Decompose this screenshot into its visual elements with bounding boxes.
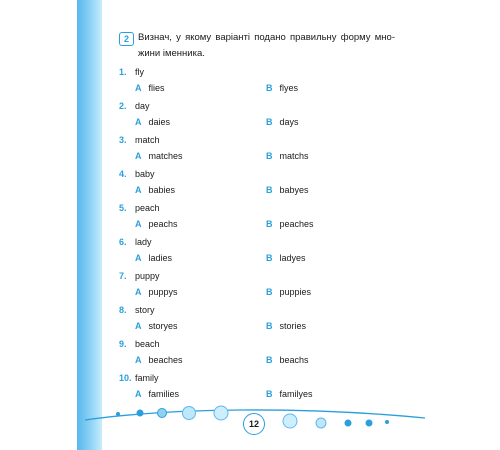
option-b-text: stories	[279, 321, 307, 331]
option-a-letter: A	[135, 355, 142, 365]
question-number: 6.	[119, 237, 127, 247]
question-number: 10.	[119, 373, 132, 383]
question-word: fly	[135, 67, 144, 77]
option-a-letter: A	[135, 321, 142, 331]
option-b-text: puppies	[279, 287, 312, 297]
option-a-letter: A	[135, 219, 142, 229]
question-number: 2.	[119, 101, 127, 111]
question-word: baby	[135, 169, 155, 179]
question-number: 5.	[119, 203, 127, 213]
option-b-text: beachs	[279, 355, 309, 365]
footer-dot	[183, 407, 196, 420]
footer-dot	[116, 412, 120, 416]
question-number: 7.	[119, 271, 127, 281]
task-instruction: Визнач, у якому варіанті подано правильну форму множини іменника.	[138, 32, 395, 59]
option-a-text: flies	[148, 83, 165, 93]
question-word: match	[135, 135, 160, 145]
question-number: 9.	[119, 339, 127, 349]
question-word: story	[135, 305, 155, 315]
option-b-letter: B	[266, 117, 273, 127]
option-b-text: flyes	[279, 83, 299, 93]
question-word: family	[135, 373, 159, 383]
question-word: lady	[135, 237, 152, 247]
option-a-letter: A	[135, 83, 142, 93]
footer-dot	[137, 410, 144, 417]
option-b-letter: B	[266, 151, 273, 161]
option-a-text: daies	[148, 117, 171, 127]
option-b-letter: B	[266, 253, 273, 263]
option-a-letter: A	[135, 287, 142, 297]
option-a-text: peachs	[148, 219, 178, 229]
option-b-letter: B	[266, 83, 273, 93]
footer-dot	[283, 414, 297, 428]
option-b-letter: B	[266, 185, 273, 195]
option-b-letter: B	[266, 287, 273, 297]
footer-dot	[345, 420, 352, 427]
question-word: puppy	[135, 271, 160, 281]
option-a-text: puppys	[148, 287, 178, 297]
option-a-letter: A	[135, 389, 142, 399]
question-number: 8.	[119, 305, 127, 315]
option-b-text: babyes	[279, 185, 309, 195]
option-b-text: ladyes	[279, 253, 306, 263]
option-b-letter: B	[266, 321, 273, 331]
option-b-text: familyes	[279, 389, 313, 399]
question-number: 1.	[119, 67, 127, 77]
option-b-letter: B	[266, 355, 273, 365]
question-number: 3.	[119, 135, 127, 145]
question-word: beach	[135, 339, 160, 349]
footer-dot	[158, 409, 167, 418]
question-word: peach	[135, 203, 160, 213]
footer-dot	[214, 406, 228, 420]
option-b-text: peaches	[279, 219, 314, 229]
footer-dot	[385, 420, 389, 424]
page-number: 12	[243, 413, 265, 435]
option-a-letter: A	[135, 185, 142, 195]
question-word: day	[135, 101, 150, 111]
footer-dot	[316, 418, 326, 428]
option-a-text: matches	[148, 151, 183, 161]
option-a-text: babies	[148, 185, 176, 195]
option-a-text: ladies	[148, 253, 173, 263]
footer-dot	[366, 420, 373, 427]
option-b-letter: B	[266, 219, 273, 229]
option-a-letter: A	[135, 117, 142, 127]
task-number-badge: 2	[119, 32, 134, 46]
option-b-text: matchs	[279, 151, 309, 161]
option-a-text: storyes	[148, 321, 178, 331]
option-a-text: families	[148, 389, 180, 399]
option-b-letter: B	[266, 389, 273, 399]
option-a-text: beaches	[148, 355, 183, 365]
question-number: 4.	[119, 169, 127, 179]
option-a-letter: A	[135, 253, 142, 263]
option-a-letter: A	[135, 151, 142, 161]
option-b-text: days	[279, 117, 299, 127]
